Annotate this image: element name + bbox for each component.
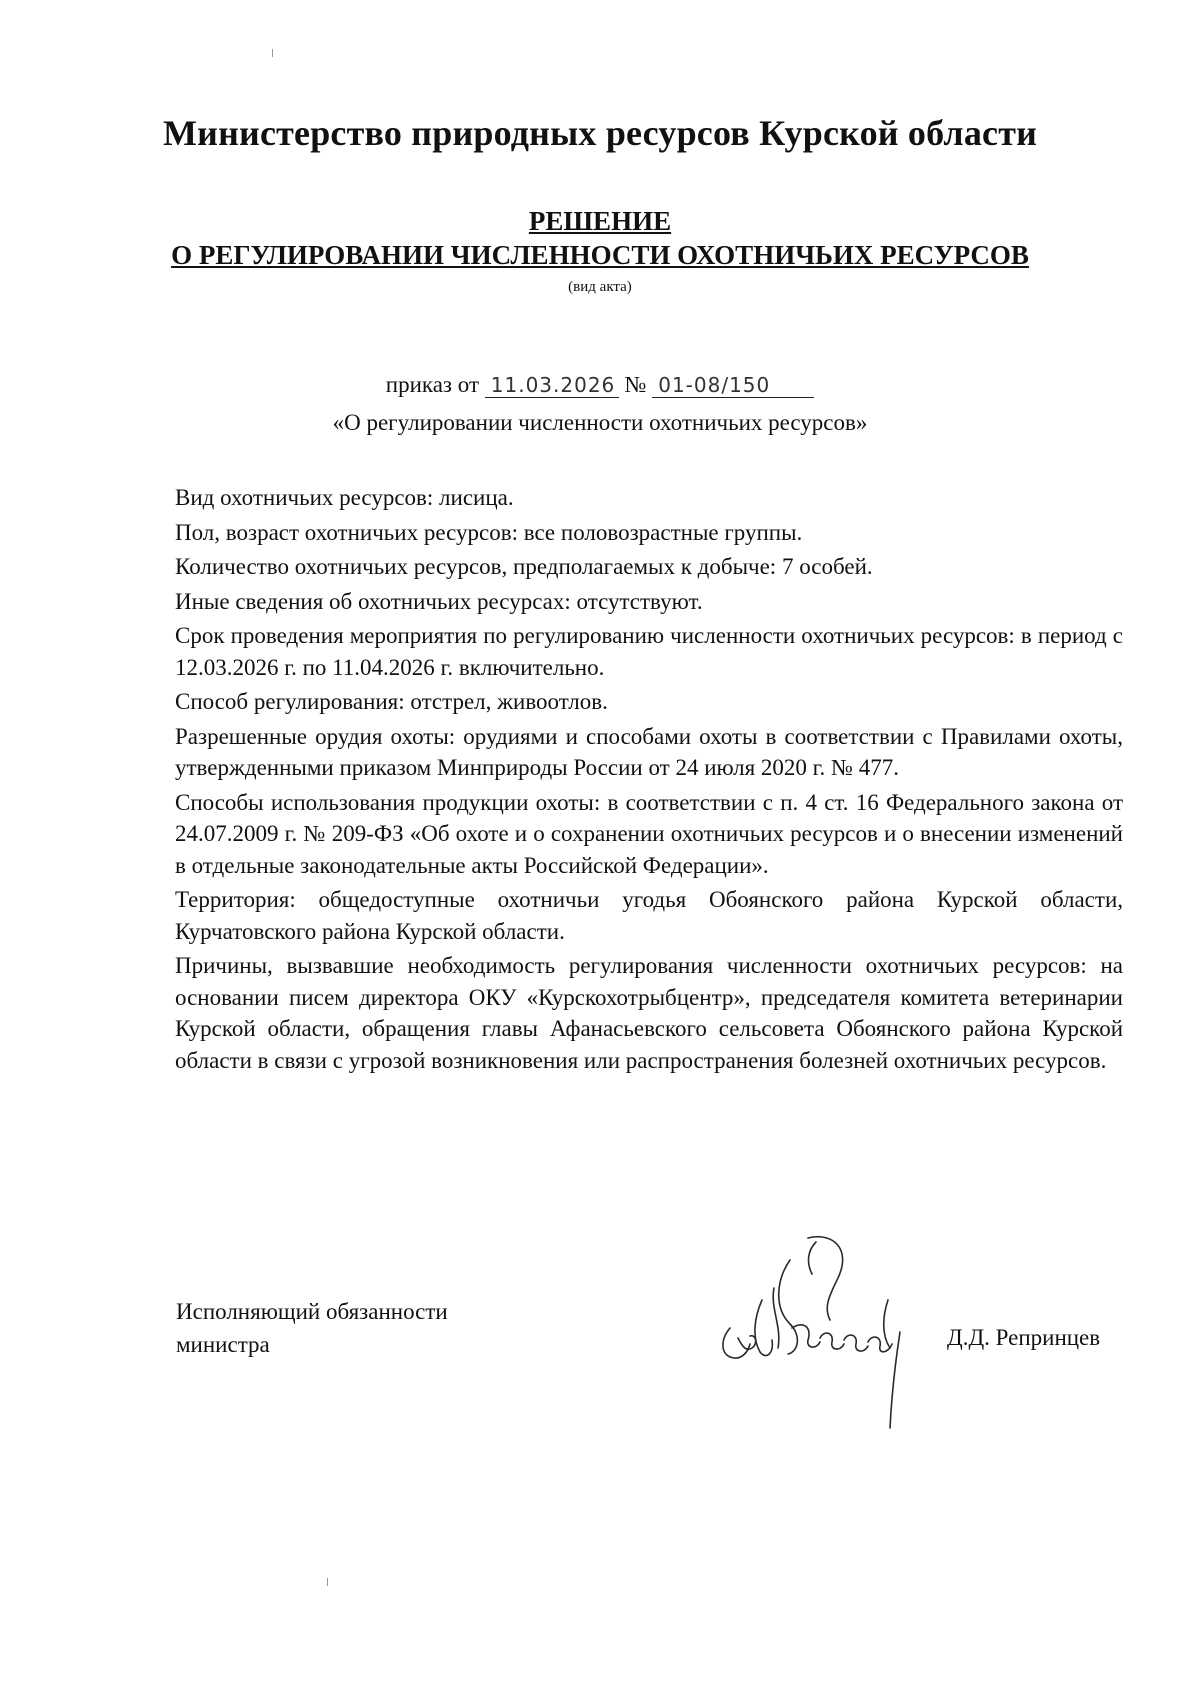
act-subject-heading: О РЕГУЛИРОВАНИИ ЧИСЛЕННОСТИ ОХОТНИЧЬИХ РЕСУРСОВ (171, 240, 1029, 270)
paragraph-product-use: Способы использования продукции охоты: в соответствии с п. 4 ст. 16 Федерального закона от 24.07.2009 г. № 209-ФЗ «Об охоте и о сохранении охотничьих ресурсов и о внесении изменений в отдельные законодательные акты Российской Федерации». (175, 789, 1123, 878)
paragraph-method: Способ регулирования: отстрел, живоотлов. (175, 689, 608, 714)
scan-speck (327, 1578, 328, 1586)
paragraph-quantity: Количество охотничьих ресурсов, предполагаемых к добыче: 7 особей. (175, 554, 873, 579)
act-type-heading: РЕШЕНИЕ (528, 206, 672, 236)
signer-position-line1: Исполняющий обязанности (176, 1299, 448, 1324)
order-number-handwritten: 01-08/150 (652, 373, 814, 398)
order-prefix: приказ от (385, 372, 480, 397)
order-title: «О регулировании численности охотничьих ресурсов» (332, 410, 868, 435)
paragraph-species: Вид охотничьих ресурсов: лисица. (175, 485, 514, 510)
signer-position (176, 1295, 448, 1361)
signer-position-line2: министра (176, 1332, 270, 1357)
ministry-heading: Министерство природных ресурсов Курской области (162, 113, 1038, 153)
order-number-label: № (624, 372, 647, 397)
scan-speck (272, 49, 273, 57)
order-date-handwritten: 11.03.2026 (485, 373, 619, 398)
paragraph-sex-age: Пол, возраст охотничьих ресурсов: все половозрастные группы. (175, 519, 803, 545)
handwritten-signature (712, 1228, 932, 1448)
signer-name: Д.Д. Репринцев (947, 1325, 1101, 1350)
paragraph-other-info: Иные сведения об охотничьих ресурсах: отсутствуют. (175, 588, 703, 614)
paragraph-period: Срок проведения мероприятия по регулированию численности охотничьих ресурсов: в период с 12.03.2026 г. по 11.04.2026 г. включительно. (175, 623, 1123, 680)
paragraph-reasons: Причины, вызвавшие необходимость регулирования численности охотничьих ресурсов: на основании писем директора ОКУ «Курскохотрыбцентр», председателя комитета ветеринарии Курской области, обращения главы Афанасьевского сельсовета Обоянского района Курской области в связи с угрозой возникновения или распространения болезней охотничьих ресурсов. (175, 953, 1123, 1073)
paragraph-territory: Территория: общедоступные охотничьи угодья Обоянского района Курской области, Курчатовского района Курской области. (175, 887, 1123, 944)
act-type-caption: (вид акта) (568, 279, 632, 295)
paragraph-tools: Разрешенные орудия охоты: орудиями и способами охоты в соответствии с Правилами охоты, утвержденными приказом Минприроды России от 24 июля 2020 г. № 477. (175, 723, 1123, 780)
decision-body (175, 482, 1123, 1079)
order-line (0, 372, 1200, 398)
signature-strokes (723, 1237, 900, 1428)
